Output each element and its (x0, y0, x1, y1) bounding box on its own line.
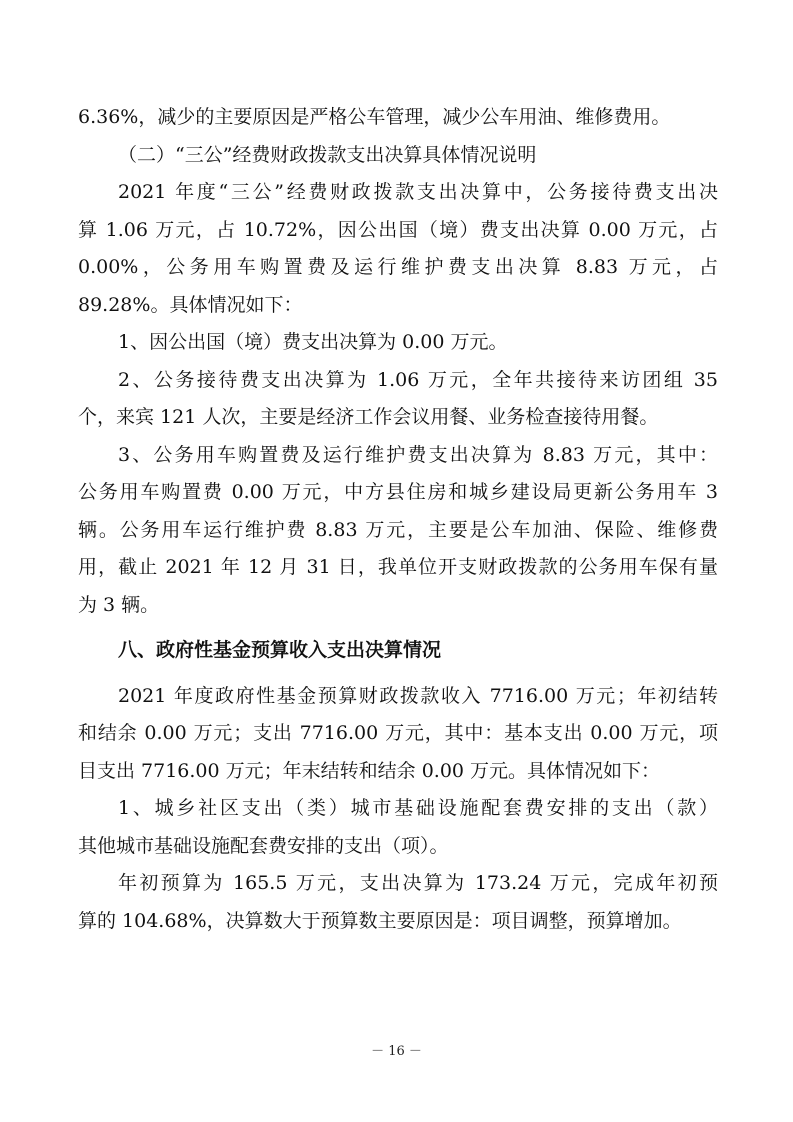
paragraph-line: 2021 年度“三公”经费财政拨款支出决算中，公务接待费支出决 (118, 181, 718, 203)
paragraph-line: 6.36%，减少的主要原因是严格公车管理，减少公车用油、维修费用。 (78, 106, 671, 128)
section-heading: 八、政府性基金预算收入支出决算情况 (118, 639, 442, 661)
paragraph-line: 和结余 0.00 万元；支出 7716.00 万元，其中：基本支出 0.00 万元，项 (78, 722, 718, 744)
subsection-title: （二）“三公”经费财政拨款支出决算具体情况说明 (118, 143, 537, 166)
paragraph-line: 用，截止 2021 年 12 月 31 日，我单位开支财政拨款的公务用车保有量 (78, 556, 718, 578)
paragraph-line: 89.28%。具体情况如下： (78, 293, 303, 316)
list-item: 2、公务接待费支出决算为 1.06 万元，全年共接待来访团组 35 (118, 368, 718, 391)
list-item: 3、公务用车购置费及运行维护费支出决算为 8.83 万元，其中： (118, 443, 718, 466)
paragraph-line: 目支出 7716.00 万元；年末结转和结余 0.00 万元。具体情况如下： (78, 759, 661, 782)
paragraph-line: 公务用车购置费 0.00 万元，中方县住房和城乡建设局更新公务用车 3 (78, 481, 718, 503)
paragraph-line: 辆。公务用车运行维护费 8.83 万元，主要是公车加油、保险、维修费 (78, 518, 718, 541)
list-item: 1、城乡社区支出（类）城市基础设施配套费安排的支出（款） (118, 797, 718, 819)
paragraph-line: 个，来宾 121 人次，主要是经济工作会议用餐、业务检查接待用餐。 (78, 406, 659, 428)
list-item: 1、因公出国（境）费支出决算为 0.00 万元。 (118, 331, 508, 353)
paragraph-line: 2021 年度政府性基金预算财政拨款收入 7716.00 万元；年初结转 (118, 684, 718, 707)
paragraph-line: 算 1.06 万元，占 10.72%，因公出国（境）费支出决算 0.00 万元，占 (78, 218, 718, 241)
paragraph-line: 其他城市基础设施配套费安排的支出（项）。 (78, 834, 449, 857)
paragraph-line: 为 3 辆。 (78, 593, 160, 616)
paragraph-line: 年初预算为 165.5 万元，支出决算为 173.24 万元，完成年初预 (118, 872, 718, 894)
spacer (78, 624, 718, 632)
paragraph-line: 算的 104.68%，决算数大于预算数主要原因是：项目调整，预算增加。 (78, 909, 682, 932)
document-body (78, 99, 718, 940)
page-number: － 16 － (371, 1044, 422, 1059)
paragraph-line: 0.00%，公务用车购置费及运行维护费支出决算 8.83 万元，占 (78, 256, 718, 278)
spacer (78, 670, 718, 678)
